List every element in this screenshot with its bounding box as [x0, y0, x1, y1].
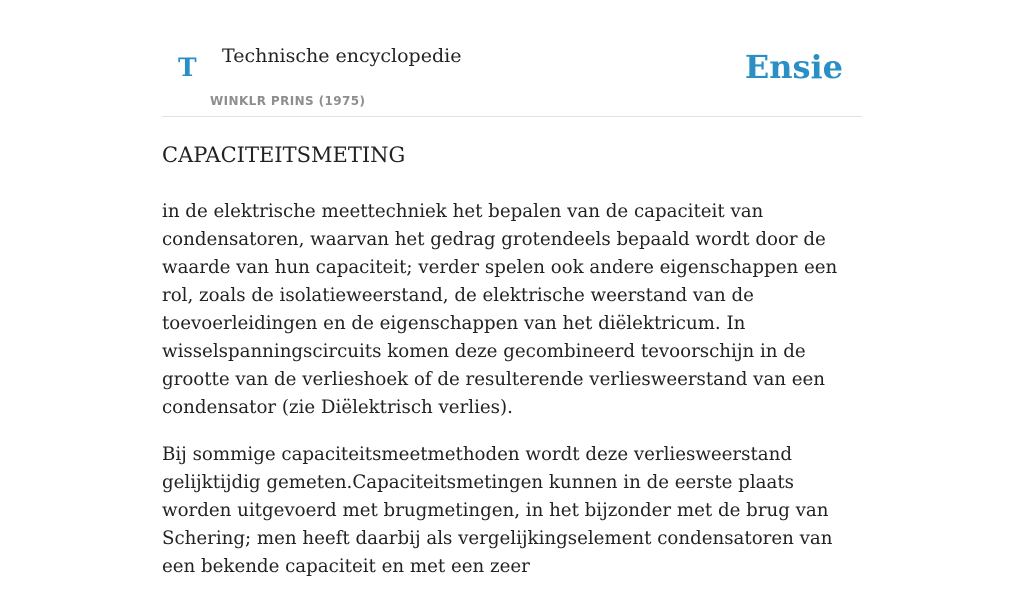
ensie-logo[interactable]: Ensie	[744, 48, 843, 86]
site-header	[162, 0, 862, 117]
encyclopedia-logo-icon[interactable]: T	[178, 53, 197, 82]
article	[162, 138, 862, 600]
article-paragraph: in de elektrische meettechniek het bepalen van de capaciteit van condensatoren, waarvan het gedrag grotendeels bepaald wordt door de waarde van hun capaciteit; verder spelen ook andere eigenschappen een rol, zoals de isolatieweerstand, de elektrische weerstand van de toevoerleidingen en de eigenschappen van het diëlektricum. In wisselspanningscircuits komen deze gecombineerd tevoorschijn in de grootte van de verlieshoek of de resulterende verliesweerstand van een condensator (zie Diëlektrisch verlies).	[162, 201, 838, 418]
article-paragraph: Bij sommige capaciteitsmeetmethoden wordt deze verliesweerstand gelijktijdig gemeten.Capaciteitsmetingen kunnen in de eerste plaats worden uitgevoerd met brugmetingen, in het bijzonder met de brug van Schering; men heeft daarbij als vergelijkingselement condensatoren van een bekende capaciteit en met een zeer	[162, 444, 833, 577]
encyclopedia-title-link[interactable]: Technische encyclopedie	[222, 45, 462, 67]
entry-title: CAPACITEITSMETING	[162, 143, 406, 167]
source-label: WINKLR PRINS (1975)	[210, 94, 366, 108]
